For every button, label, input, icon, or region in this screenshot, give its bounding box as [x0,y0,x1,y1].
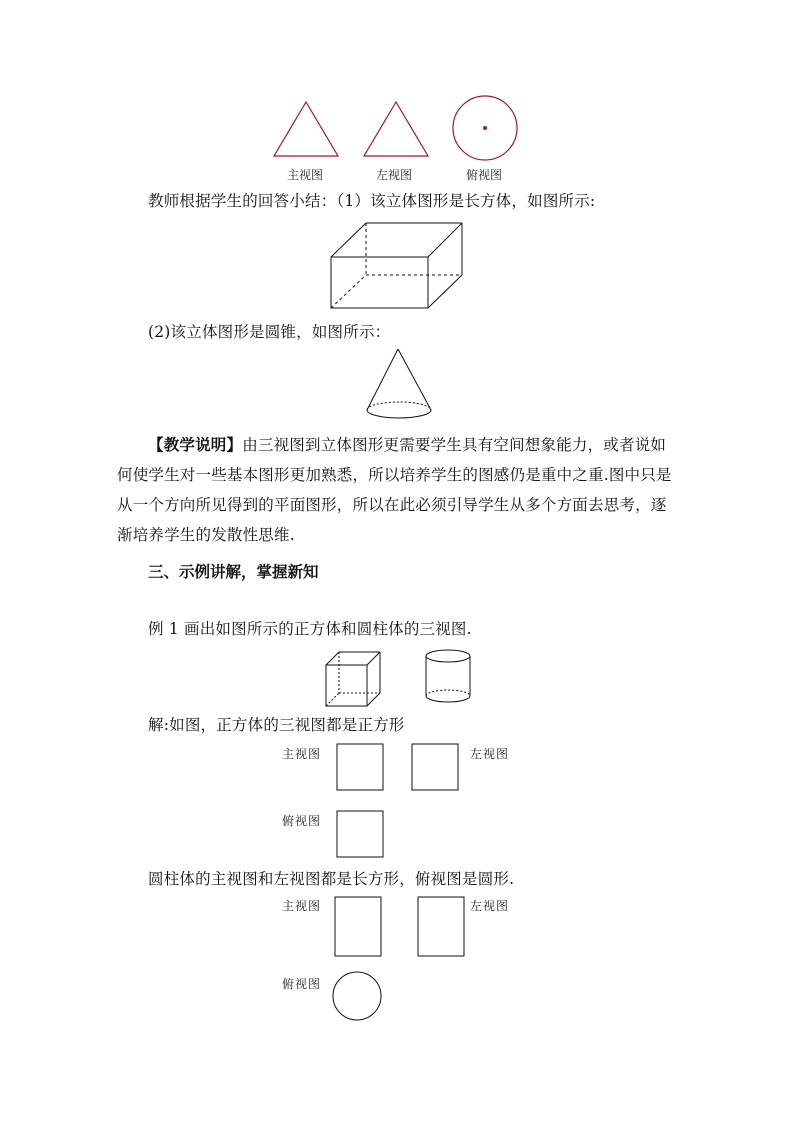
cube-front-view-square [336,743,386,793]
top-view-caption: 俯视图 [466,168,503,182]
cylinder-front-view-label: 主视图 [282,899,322,913]
cylinder-top-view-label: 俯视图 [282,977,322,991]
cube-left-view-label: 左视图 [470,747,510,761]
cuboid-figure [329,220,469,315]
front-view-triangle [272,100,342,160]
teaching-explanation [117,430,681,550]
cube-top-view-label: 俯视图 [282,814,322,828]
left-view-caption: 左视图 [376,168,413,182]
summary-line-2: (2)该立体图形是圆锥，如图所示： [148,323,391,341]
cylinder-top-view-circle [332,971,384,1023]
cylinder-left-view-rect [417,896,467,958]
cube-top-view-square [336,810,386,860]
explanation-text: 由三视图到立体图形更需要学生具有空间想象能力，或者说如何使学生对一些基本图形更加熟悉，所以培养学生的图感仍是重中之重.图中只是从一个方向所见得到的平面图形，所以在此必须引导学生从多个方面去思考，逐渐培养学生的发散性思维. [117,436,672,544]
cube-left-view-square [411,743,461,793]
cube-figure [324,650,386,712]
top-view-circle [451,94,521,164]
summary-line-1: 教师根据学生的回答小结：（1）该立体图形是长方体，如图所示: [148,192,596,210]
cylinder-figure [424,648,476,708]
section-heading: 三、示例讲解，掌握新知 [148,562,319,581]
example-prompt: 例 1 画出如图所示的正方体和圆柱体的三视图. [148,620,472,638]
explanation-label: 【教学说明】 [148,435,243,454]
cylinder-front-view-rect [334,896,384,958]
front-view-caption: 主视图 [287,168,324,182]
left-view-triangle [362,100,432,160]
cylinder-answer: 圆柱体的主视图和左视图都是长方形，俯视图是圆形. [148,870,515,888]
cube-answer: 解:如图，正方体的三视图都是正方形 [148,716,405,734]
cube-front-view-label: 主视图 [282,747,322,761]
cylinder-left-view-label: 左视图 [470,899,510,913]
cone-figure [364,347,436,427]
